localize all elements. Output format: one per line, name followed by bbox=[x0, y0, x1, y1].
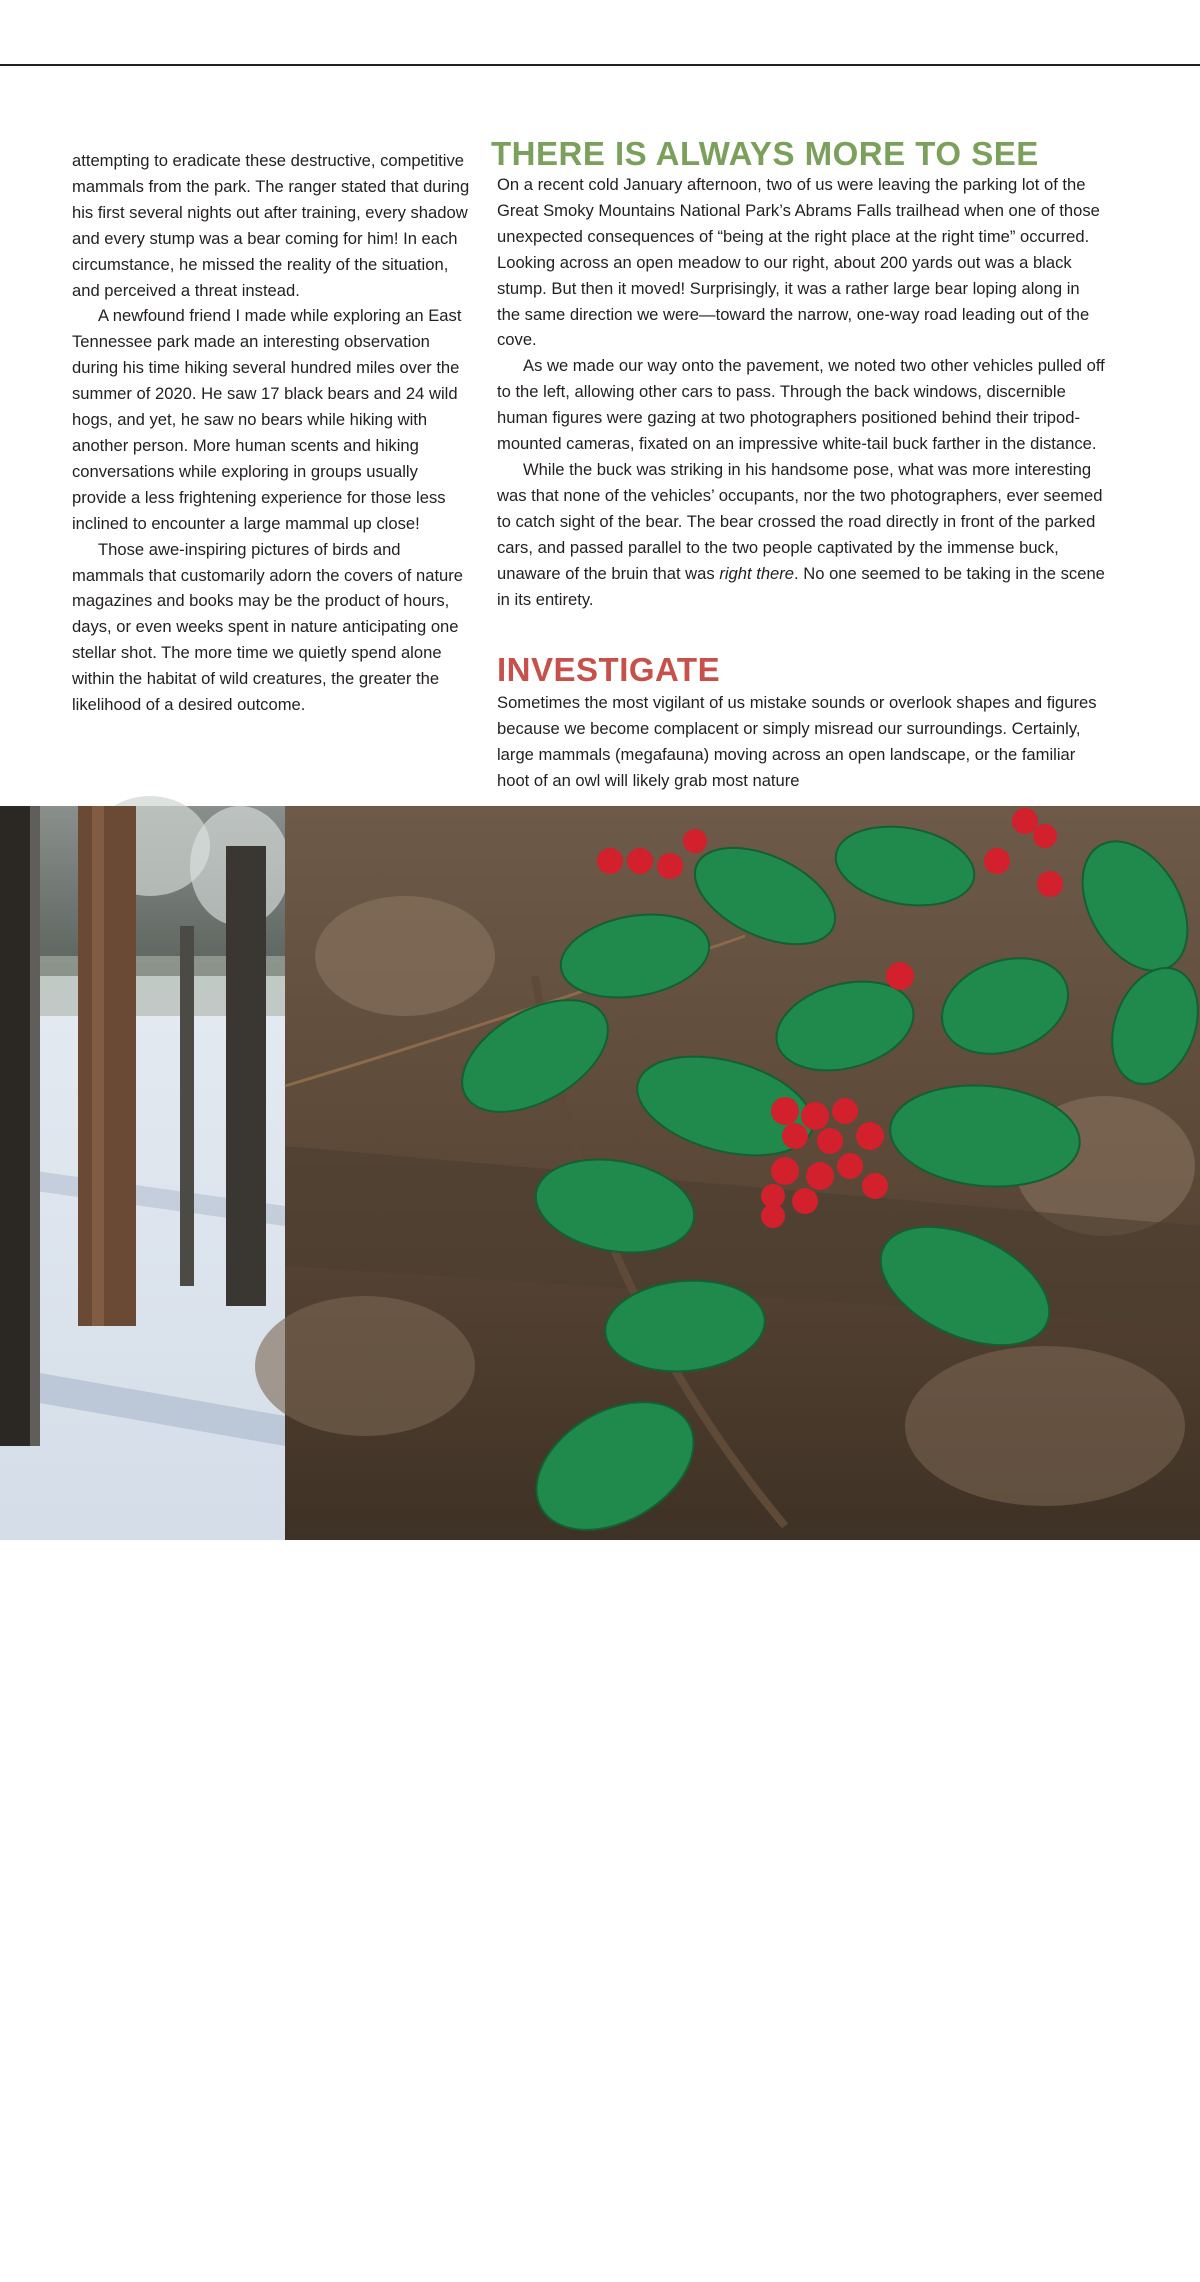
heading-investigate: INVESTIGATE bbox=[497, 651, 721, 688]
right-column-section-1 bbox=[497, 172, 1107, 612]
right-paragraph-2: As we made our way onto the pavement, we noted two other vehicles pulled off to the left, allowing other cars to pass. Through the back windows, discernible human figures were gazing at two photographers positioned behind their tripod-mounted cameras, fixated on an impressive white-tail buck farther in the distance. bbox=[497, 356, 1105, 454]
p3-start: While the buck was striking in his handsome pose, what was more interesting was that none of the vehicles’ occupants, nor the two photographers, ever seemed to catch sight of the bear. The bear crossed the road directly in front of the parked cars, and passed parallel to the two people captivated by the immense buck, unaware of the bruin that was bbox=[497, 459, 1103, 583]
right-column-section-2 bbox=[497, 690, 1107, 794]
page-footer bbox=[980, 2268, 1112, 2282]
snowy-forest-photo bbox=[0, 806, 285, 1540]
investigate-paragraph-1: Sometimes the most vigilant of us mistake sounds or overlook shapes and figures because we become complacent or simply misread our surroundings. Certainly, large mammals (megafauna) moving across an open landscape, or the familiar hoot of an owl will likely grab most nature bbox=[497, 693, 1097, 790]
left-column bbox=[72, 148, 472, 718]
right-paragraph-1: On a recent cold January afternoon, two of us were leaving the parking lot of the Great Smoky Mountains National Park’s Abrams Falls trailhead when one of those unexpected consequences of “being at the right place at the right time” occurred. Looking across an open meadow to our right, about 200 yards out was a black stump. But then it moved! Surprisingly, it was a rather large bear loping along in the same direction we were—toward the narrow, one-way road leading out of the cove. bbox=[497, 175, 1100, 350]
top-rule bbox=[0, 64, 1200, 66]
page-number: 23 bbox=[1098, 2268, 1112, 2282]
holly-berries-photo bbox=[285, 806, 1200, 1540]
p3-end: . No one seemed to be taking in the scene in its entirety. bbox=[497, 563, 1105, 609]
heading-always-more-to-see: THERE IS ALWAYS MORE TO SEE bbox=[491, 135, 1039, 172]
left-paragraph-1: attempting to eradicate these destructive, competitive mammals from the park. The ranger stated that during his first several nights out after training, every shadow and every stump was a bear coming for him! In each circumstance, he missed the reality of the situation, and perceived a threat instead. bbox=[72, 151, 470, 300]
left-paragraph-3: Those awe-inspiring pictures of birds and mammals that customarily adorn the covers of nature magazines and books may be the product of hours, days, or even weeks spent in nature anticipating one stellar shot. The more time we quietly spend alone within the habitat of wild creatures, the greater the likelihood of a desired outcome. bbox=[72, 539, 464, 715]
right-paragraph-3 bbox=[497, 457, 1107, 612]
left-paragraph-2: A newfound friend I made while exploring an East Tennessee park made an interesting observation during his time hiking several hundred miles over the summer of 2020. He saw 17 black bears and 24 wild hogs, and yet, he saw no bears while hiking with another person. More human scents and hiking conversations while exploring in groups usually provide a less frightening experience for those less inclined to encounter a large mammal up close! bbox=[72, 306, 462, 533]
footer-url: tnconservationist.org bbox=[979, 2268, 1091, 2282]
photo-strip bbox=[0, 806, 1200, 2282]
p3-emphasis: right there bbox=[719, 563, 795, 583]
